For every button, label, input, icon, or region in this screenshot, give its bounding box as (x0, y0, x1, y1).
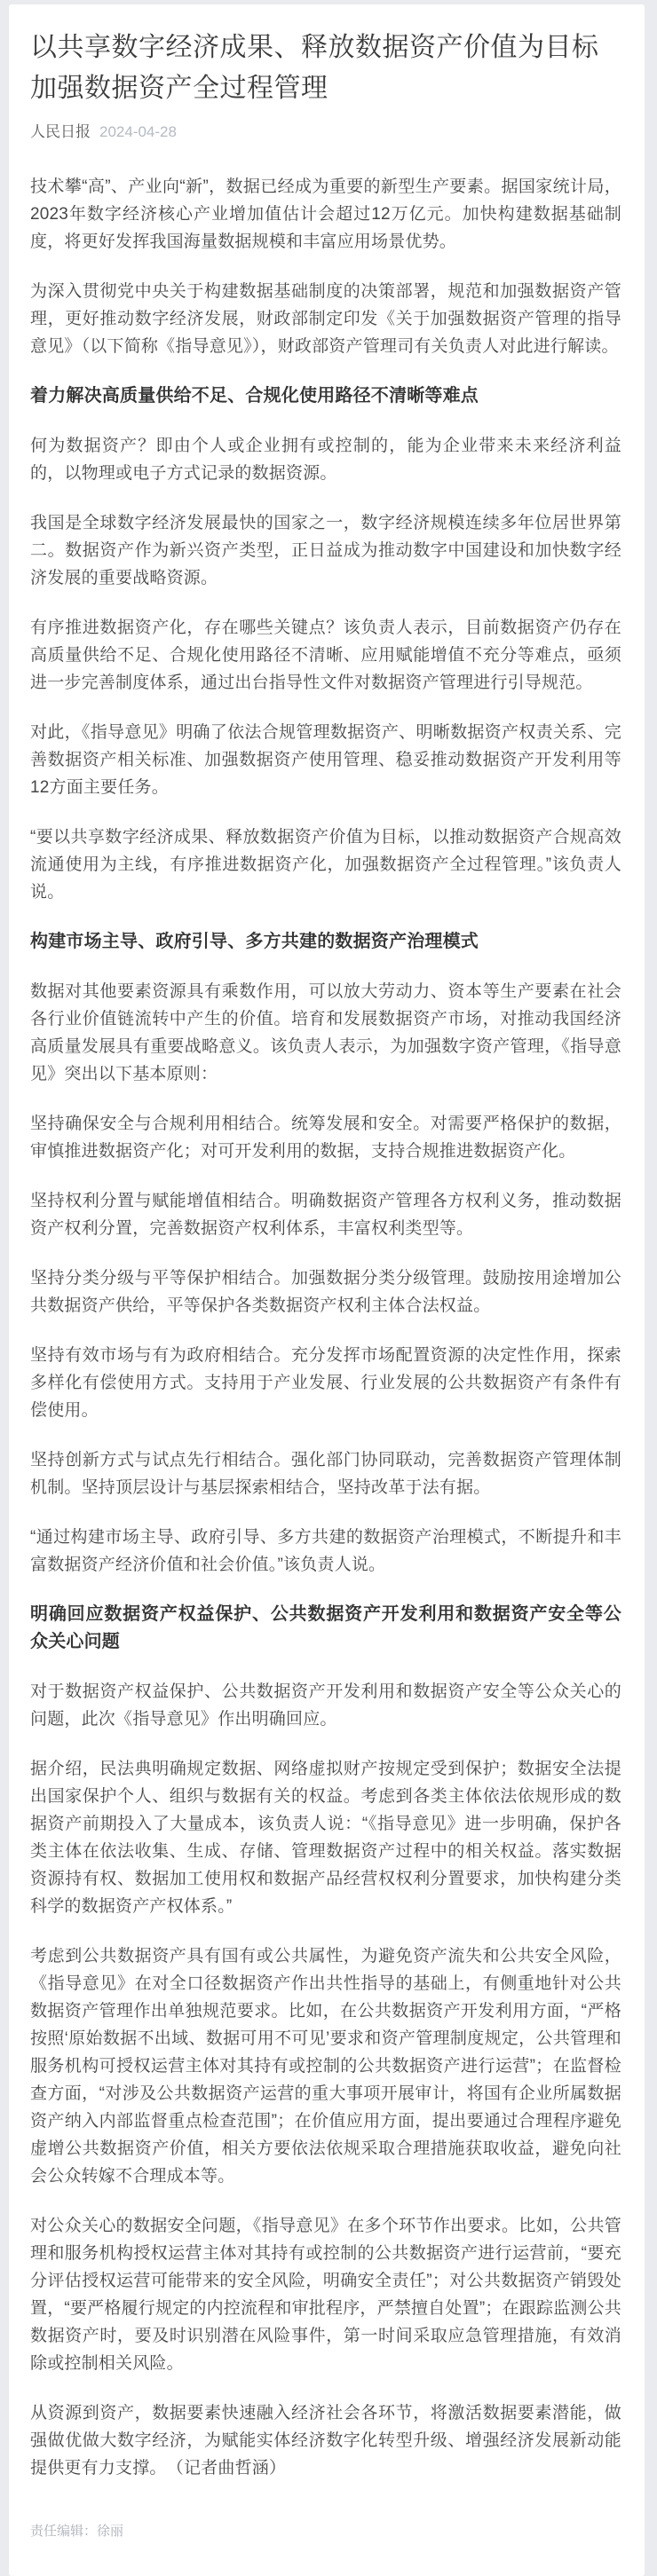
article-date: 2024-04-28 (99, 123, 177, 140)
article-body (30, 173, 621, 2482)
article-source: 人民日报 (30, 123, 91, 140)
article-paragraph: 坚持分类分级与平等保护相结合。加强数据分类分级管理。鼓励按用途增加公共数据资产供给，平等保护各类数据资产权利主体合法权益。 (30, 1269, 621, 1315)
article-paragraph: 据介绍，民法典明确规定数据、网络虚拟财产按规定受到保护；数据安全法提出国家保护个人、组织与数据有关的权益。考虑到各类主体依法依规形成的数据资产前期投入了大量成本，该负责人说：“《指导意见》进一步明确，保护各类主体在依法收集、生成、存储、管理数据资产过程中的相关权益。落实数据资源持有权、数据加工使用权和数据产品经营权权利分置要求，加快构建分类科学的数据资产产权体系。” (30, 1760, 621, 1916)
article-paragraph: 我国是全球数字经济发展最快的国家之一，数字经济规模连续多年位居世界第二。数据资产作为新兴资产类型，正日益成为推动数字中国建设和加快数字经济发展的重要战略资源。 (30, 514, 621, 587)
article-paragraph: 坚持权利分置与赋能增值相结合。明确数据资产管理各方权利义务，推动数据资产权利分置，完善数据资产权利体系，丰富权利类型等。 (30, 1192, 621, 1238)
article-paragraph: 从资源到资产，数据要素快速融入经济社会各环节，将激活数据要素潜能，做强做优做大数字经济，为赋能实体经济数字化转型升级、增强经济发展新动能提供更有力支撑。 （记者曲哲涵） (30, 2404, 621, 2478)
article-meta (30, 122, 621, 143)
article-paragraph: 技术攀“高”、产业向“新”，数据已经成为重要的新型生产要素。据国家统计局，2023年数字经济核心产业增加值估计会超过12万亿元。加快构建数据基础制度，将更好发挥我国海量数据规模和丰富应用场景优势。 (30, 177, 621, 251)
article-paragraph: 数据对其他要素资源具有乘数作用，可以放大劳动力、资本等生产要素在社会各行业价值链流转中产生的价值。培育和发展数据资产市场，对推动我国经济高质量发展具有重要战略意义。该负责人表示，为加强数字资产管理，《指导意见》突出以下基本原则： (30, 982, 621, 1083)
article-paragraph: 对此，《指导意见》明确了依法合规管理数据资产、明晰数据资产权责关系、完善数据资产相关标准、加强数据资产使用管理、稳妥推动数据资产开发利用等12方面主要任务。 (30, 723, 621, 797)
article-paragraph: 有序推进数据资产化，存在哪些关键点？该负责人表示，目前数据资产仍存在高质量供给不足、合规化使用路径不清晰、应用赋能增值不充分等难点，亟须进一步完善制度体系，通过出台指导性文件对数据资产管理进行引导规范。 (30, 618, 621, 692)
section-heading: 着力解决高质量供给不足、合规化使用路径不清晰等难点 (30, 386, 479, 406)
article-paragraph: 对公众关心的数据安全问题，《指导意见》在多个环节作出要求。比如，公共管理和服务机构授权运营主体对其持有或控制的公共数据资产进行运营前，“要充分评估授权运营可能带来的安全风险，明确安全责任”；对公共数据资产销毁处置，“要严格履行规定的内控流程和审批程序，严禁擅自处置”；在跟踪监测公共数据资产时，要及时识别潜在风险事件，第一时间采取应急管理措施，有效消除或控制相关风险。 (30, 2217, 621, 2373)
article-paragraph: 坚持创新方式与试点先行相结合。强化部门协同联动，完善数据资产管理体制机制。坚持顶层设计与基层探索相结合，坚持改革于法有据。 (30, 1451, 621, 1497)
page-background (0, 4, 657, 2576)
article-paragraph: 对于数据资产权益保护、公共数据资产开发利用和数据资产安全等公众关心的问题，此次《指导意见》作出明确回应。 (30, 1682, 621, 1729)
article-paragraph: 为深入贯彻党中央关于构建数据基础制度的决策部署，规范和加强数据资产管理，更好推动数字经济发展，财政部制定印发《关于加强数据资产管理的指导意见》（以下简称《指导意见》），财政部资产管理司有关负责人对此进行解读。 (30, 282, 621, 356)
article-paragraph: 坚持确保安全与合规利用相结合。统筹发展和安全。对需要严格保护的数据，审慎推进数据资产化；对可开发利用的数据，支持合规推进数据资产化。 (30, 1115, 621, 1161)
article-paragraph: “要以共享数字经济成果、释放数据资产价值为目标，以推动数据资产合规高效流通使用为主线，有序推进数据资产化，加强数据资产全过程管理。”该负责人说。 (30, 828, 621, 902)
section-heading: 明确回应数据资产权益保护、公共数据资产开发利用和数据资产安全等公众关心问题 (30, 1604, 621, 1651)
article-paragraph: 考虑到公共数据资产具有国有或公共属性，为避免资产流失和公共安全风险，《指导意见》在对全口径数据资产作出共性指导的基础上，有侧重地针对公共数据资产管理作出单独规范要求。比如，在公共数据资产开发利用方面，“严格按照‘原始数据不出域、数据可用不可见’要求和资产管理制度规定，公共管理和服务机构可授权运营主体对其持有或控制的公共数据资产进行运营”；在监督检查方面，“对涉及公共数据资产运营的重大事项开展审计，将国有企业所属数据资产纳入内部监督重点检查范围”；在价值应用方面，提出要通过合理程序避免虚增公共数据资产价值，相关方要依法依规采取合理措施获取收益，避免向社会公众转嫁不合理成本等。 (30, 1947, 621, 2186)
section-heading: 构建市场主导、政府引导、多方共建的数据资产治理模式 (30, 932, 479, 951)
article-paragraph: 何为数据资产？即由个人或企业拥有或控制的，能为企业带来未来经济利益的，以物理或电子方式记录的数据资源。 (30, 437, 621, 483)
article-paragraph: 坚持有效市场与有为政府相结合。充分发挥市场配置资源的决定性作用，探索多样化有偿使用方式。支持用于产业发展、行业发展的公共数据资产有条件有偿使用。 (30, 1346, 621, 1420)
article-title: 以共享数字经济成果、释放数据资产价值为目标 加强数据资产全过程管理 (30, 33, 599, 103)
article-paragraph: “通过构建市场主导、政府引导、多方共建的数据资产治理模式，不断提升和丰富数据资产经济价值和社会价值。”该负责人说。 (30, 1528, 621, 1574)
article-card (9, 4, 645, 2576)
editor-note: 责任编辑：徐丽 (30, 2524, 124, 2539)
